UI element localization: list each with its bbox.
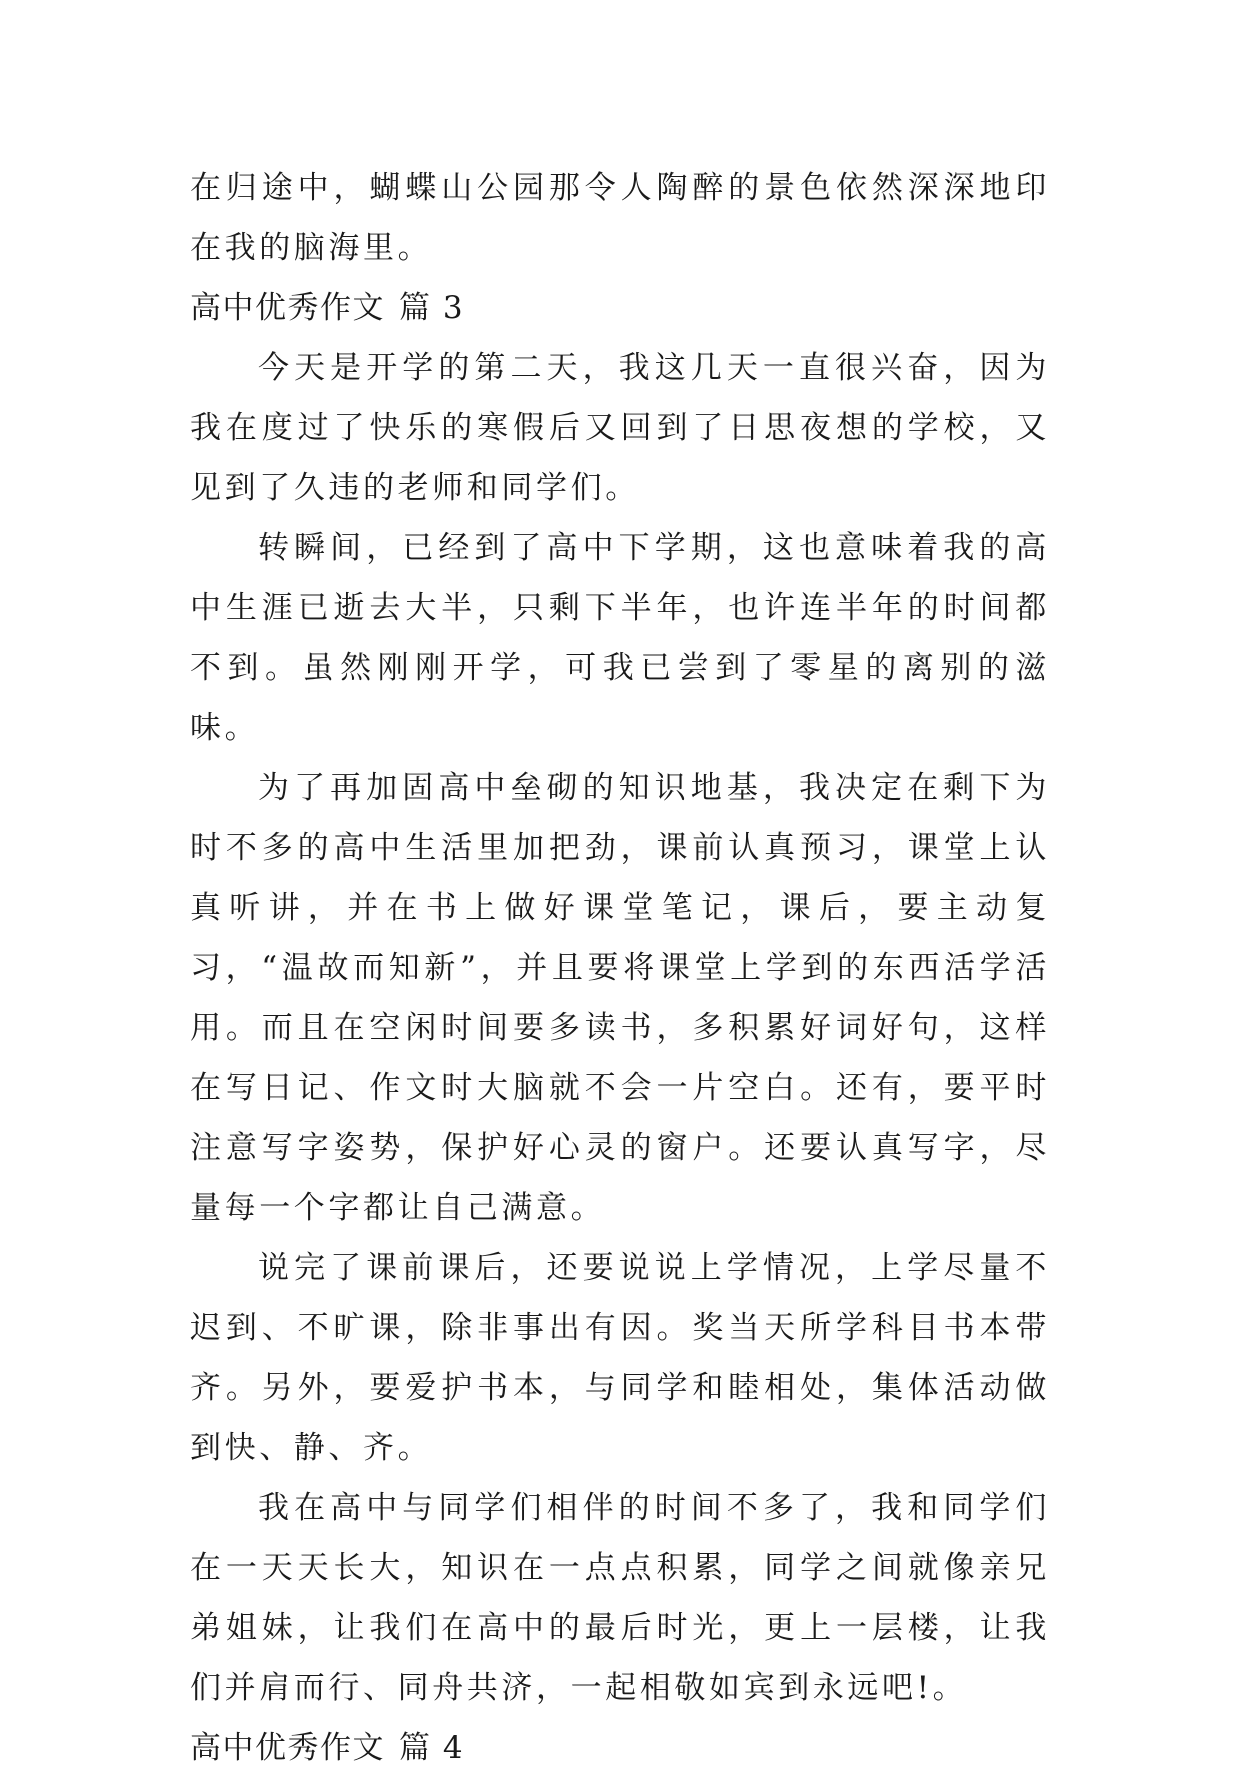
- section-heading-title: 高中优秀作文: [190, 1730, 385, 1766]
- section-heading-number: 篇 3: [399, 290, 465, 326]
- document-body: [190, 158, 1050, 1778]
- section-heading-title: 高中优秀作文: [190, 290, 385, 326]
- paragraph-4: 说完了课前课后，还要说说上学情况，上学尽量不迟到、不旷课，除非事出有因。奖当天所学科目书本带齐。另外，要爱护书本，与同学和睦相处，集体活动做到快、静、齐。: [190, 1250, 1050, 1466]
- paragraph-3: 为了再加固高中垒砌的知识地基，我决定在剩下为时不多的高中生活里加把劲，课前认真预习，课堂上认真听讲，并在书上做好课堂笔记，课后，要主动复习，“温故而知新”，并且要将课堂上学到的东西活学活用。而且在空闲时间要多读书，多积累好词好句，这样在写日记、作文时大脑就不会一片空白。还有，要平时注意写字姿势，保护好心灵的窗户。还要认真写字，尽量每一个字都让自己满意。: [190, 770, 1050, 1226]
- paragraph-5: 我在高中与同学们相伴的时间不多了，我和同学们在一天天长大，知识在一点点积累，同学之间就像亲兄弟姐妹，让我们在高中的最后时光，更上一层楼，让我们并肩而行、同舟共济，一起相敬如宾到永远吧!。: [190, 1490, 1050, 1706]
- section-heading-number: 篇 4: [399, 1730, 465, 1766]
- paragraph-1: 今天是开学的第二天，我这几天一直很兴奋，因为我在度过了快乐的寒假后又回到了日思夜想的学校，又见到了久违的老师和同学们。: [190, 350, 1050, 506]
- paragraph-closing: 在归途中，蝴蝶山公园那令人陶醉的景色依然深深地印在我的脑海里。: [190, 170, 1050, 266]
- section-heading-3: [190, 278, 1050, 338]
- section-heading-4: [190, 1718, 1050, 1778]
- paragraph-2: 转瞬间，已经到了高中下学期，这也意味着我的高中生涯已逝去大半，只剩下半年，也许连半年的时间都不到。虽然刚刚开学，可我已尝到了零星的离别的滋味。: [190, 530, 1050, 746]
